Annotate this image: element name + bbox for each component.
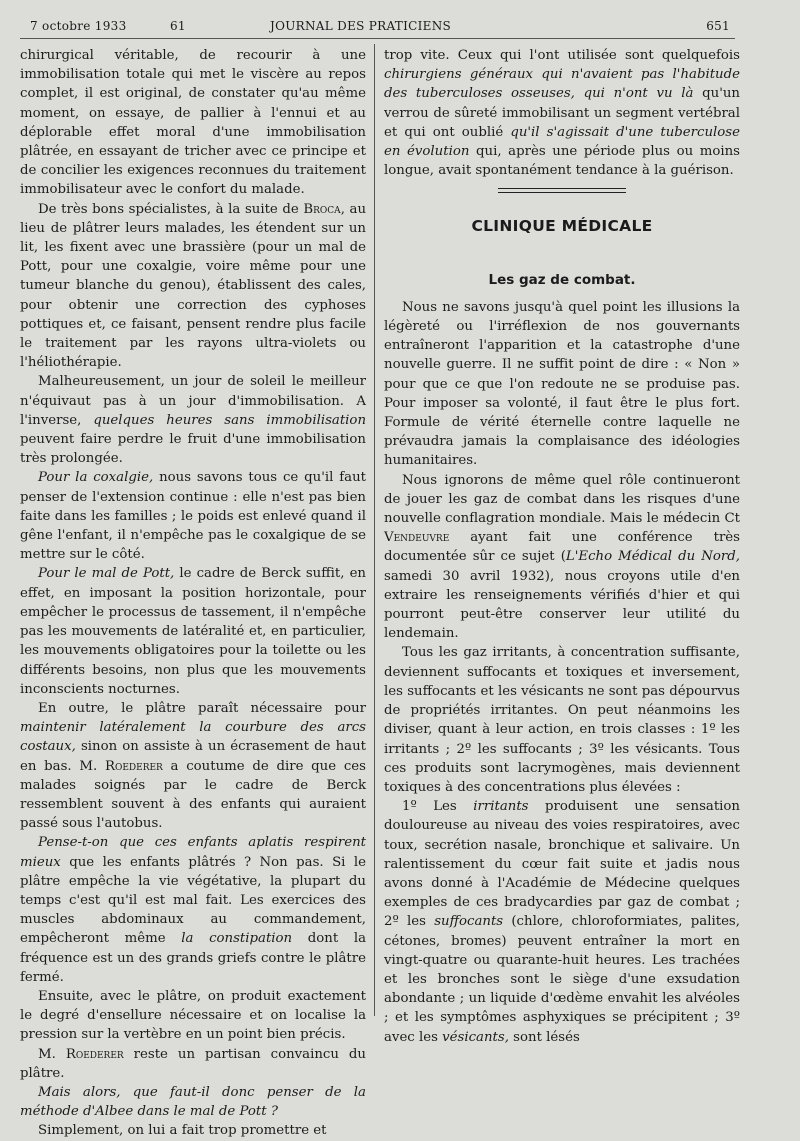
paragraph: Malheureusement, un jour de soleil le meilleur n'équivaut pas à un jour d'immobilisation. A l'inverse, quelques heures sans immobilisation peuvent faire perdre le fruit d'une immobilisation très prolongée. — [20, 374, 367, 467]
paragraph: Nous ne savons jusqu'à quel point les illusions la légèreté ou l'irréflexion de nos gouvernants entraîneront l'apparition et la catastrophe d'une nouvelle guerre. Il ne suffit point de dire : « Non » pour que ce que l'on redoute ne se produise pas. Pour imposer sa volonté, il faut être le plus fort. Formule de vérité éternelle contre laquelle ne prévaudra jamais la complaisance des idéologies humanitaires. — [384, 299, 740, 469]
header-journal-title: JOURNAL DES PRATICIENS — [270, 19, 452, 33]
paragraph: M. Roederer reste un partisan convaincu du plâtre. — [20, 1046, 366, 1081]
paragraph: Nous ignorons de même quel rôle continueront de jouer les gaz de combat dans les risques d'une nouvelle conflagration mondiale. Mais le médecin Ct Vendeuvre ayant fait une conférence très documentée sûr ce sujet (L'Echo Médical du Nord, samedi 30 avril 1932), nous croyons utile d'en extraire les renseignements vérifiés d'hier et qui pourront peut-être conserver leur utilité du lendemain. — [384, 472, 741, 642]
right-column — [384, 46, 740, 1047]
header-page-number: 651 — [706, 19, 730, 33]
paragraph: De très bons spécialistes, à la suite de Broca, au lieu de plâtrer leurs malades, les étendent sur un lit, les fixent avec une brassière (pour un mal de Pott, pour une coxalgie, voire même pour une tumeur blanche du genou), établissent des cales, pour obtenir une correction des cyphoses pottiques et, ce faisant, pensent rendre plus facile le traitement par les rayons ultra-violets ou l'héliothérapie. — [20, 201, 367, 371]
author-name: Roederer — [65, 1046, 124, 1062]
paragraph: En outre, le plâtre paraît nécessaire pour maintenir latéralement la courbure des arcs costaux, sinon on assiste à un écrasement de haut en bas. M. Roederer a coutume de dire que ces malades soignés par le cadre de Berck ressemblent souvent à des enfants qui auraient passé sous l'autobus. — [20, 700, 366, 832]
section-title: CLINIQUE MÉDICALE — [471, 217, 653, 236]
paragraph: Pour la coxalgie, nous savons tous ce qu'il faut penser de l'extension continue : elle n'est pas bien faite dans les familles ; le poids est enlevé quand il gêne l'enfant, il n'empêche pas le coxalgique de se mettre sur le côté. — [20, 470, 366, 563]
paragraph: Mais alors, que faut-il donc penser de la méthode d'Albee dans le mal de Pott ? — [20, 1084, 366, 1120]
header-rule — [20, 38, 735, 39]
paragraph: Ensuite, avec le plâtre, on produit exactement le degré d'ensellure nécessaire et on localise la pression sur la vertèbre en un point bien précis. — [20, 988, 366, 1043]
author-name: Broca — [303, 201, 341, 217]
paragraph: Pour le mal de Pott, le cadre de Berck suffit, en effet, en imposant la position horizontale, pour empêcher le processus de tassement, il n'empêche pas les mouvements de latéralité et, en particulier, les mouvements obligatoires pour la toilette ou les différents besoins, non plus que les mouvements inconscients nocturnes. — [20, 566, 366, 697]
left-column — [20, 46, 366, 1141]
paragraph: 1º Les irritants produisent une sensation douloureuse au niveau des voies respiratoires, avec toux, secrétion nasale, bronchique et salivaire. Un ralentissement du cœur fait suite et jadis nous avons donné à l'Académie de Médecine quelques exemples de ces bradycardies par gaz de combat ; 2º les suffocants (chlore, chloroformiates, palites, cétones, bromes) peuvent entraîner la mort en vingt-quatre ou quarante-huit heures. Les trachées et les bronches sont le siège d'une exsudation abondante ; un liquide d'œdème envahit les alvéoles ; et les symptômes asphyxiques se précipitent ; 3º avec les vésicants, sont lésés — [384, 799, 740, 1045]
header-issue-number: 61 — [170, 19, 186, 33]
header-date: 7 octobre 1933 — [30, 19, 127, 33]
column-divider — [374, 44, 375, 1016]
section-separator — [498, 188, 626, 193]
author-name: Vendeuvre — [384, 530, 450, 546]
paragraph: Tous les gaz irritants, à concentration suffisante, deviennent suffocants et toxiques et inversement, les suffocants et les vésicants ne sont pas dépourvus de propriétés irritantes. On peut néanmoins les diviser, quant à leur action, en trois classes : 1º les irritants ; 2º les suffocants ; 3º les vésicants. Tous ces produits sont lacrymogènes, mais deviennent toxiques à des concentrations plus élevées : — [384, 645, 740, 795]
paragraph: chirurgical véritable, de recourir à une immobilisation totale qui met le viscère au repos complet, il est original, de constater qu'au même moment, on essaye, de pallier à l'ennui et au déplorable effet moral d'une immobilisation plâtrée, en essayant de tricher avec ce principe et de concilier les exigences reconnues du traitement immobilisateur avec le confort du malade. — [20, 48, 366, 198]
paragraph: Pense-t-on que ces enfants aplatis respirent mieux que les enfants plâtrés ? Non pas. Si le plâtre empêche la vie végétative, la plupart du temps c'est qu'il est mal fait. Les exercices des muscles abdominaux au commandement, empêcheront même la constipation dont la fréquence est un des grands griefs contre le plâtre fermé. — [20, 835, 367, 985]
page-header — [30, 19, 730, 37]
paragraph: Simplement, on lui a fait trop promettre et — [38, 1123, 327, 1139]
article-title: Les gaz de combat. — [488, 271, 636, 288]
paragraph: trop vite. Ceux qui l'ont utilisée sont quelquefois chirurgiens généraux qui n'avaient pas l'habitude des tuberculoses osseuses, qui n'ont vu là qu'un verrou de sûreté immobilisant un segment vertébral et qui ont oublié qu'il s'agissait d'une tuberculose en évolution qui, après une période plus ou moins longue, avait spontanément tendance à la guérison. — [384, 48, 740, 179]
author-name: Roederer — [104, 758, 163, 774]
